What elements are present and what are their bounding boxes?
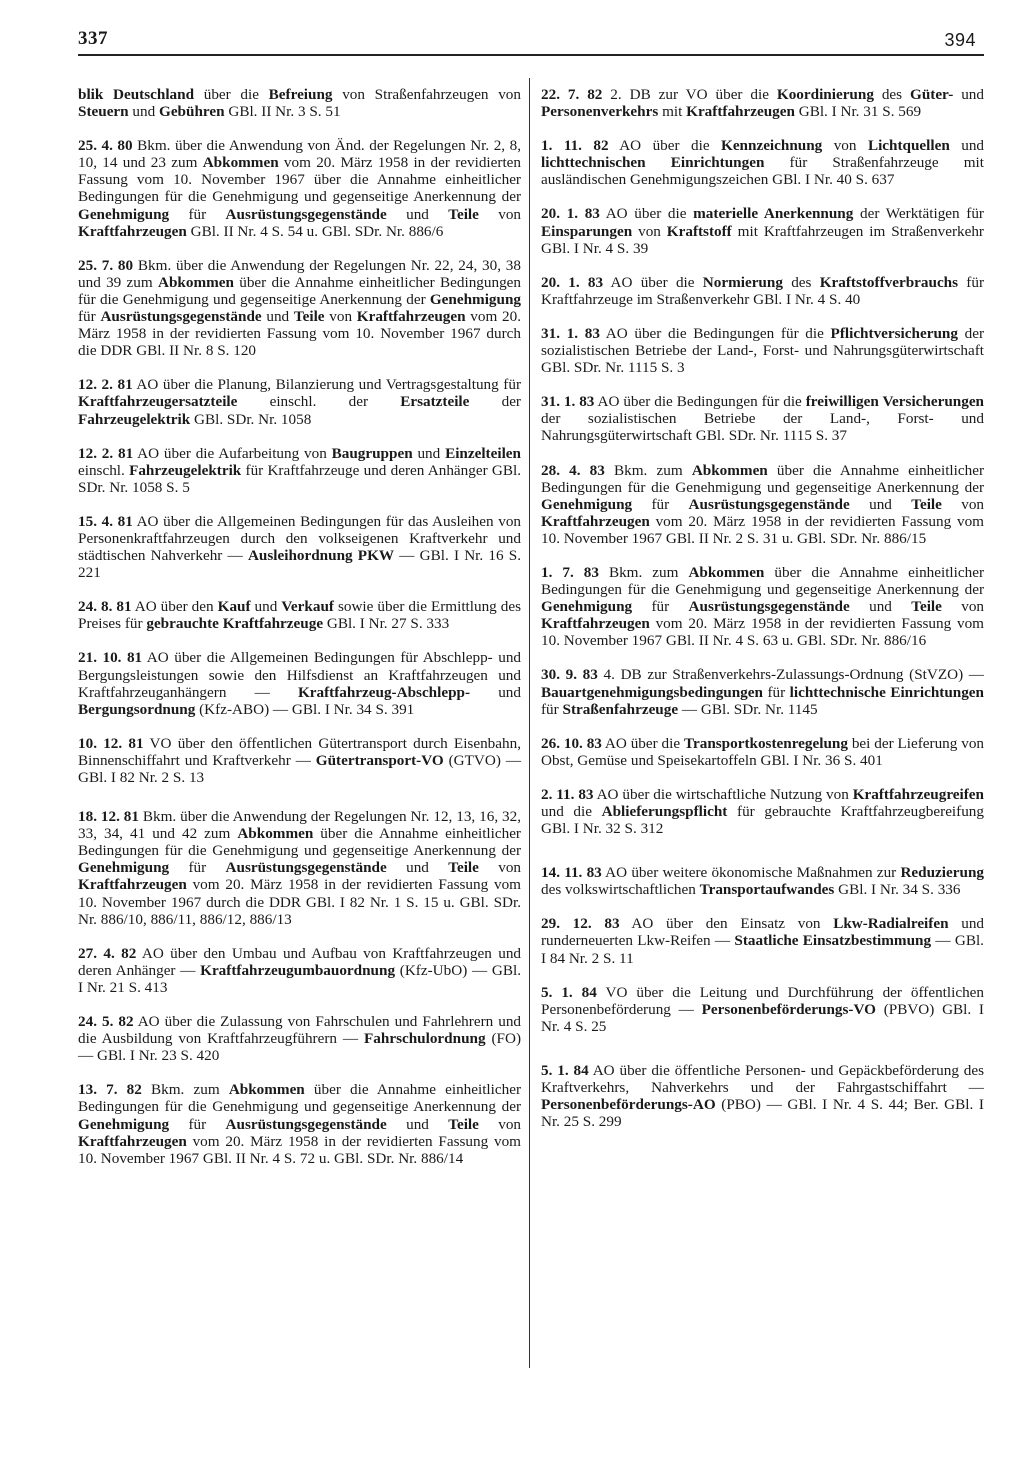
law-entry: 5. 1. 84 VO über die Leitung und Durchführung der öffentlichen Personenbeförderung — Personenbeförderungs-VO (PBVO) GBl. I Nr. 4 S. 25 <box>541 983 985 1035</box>
law-entry: 15. 4. 81 AO über die Allgemeinen Bedingungen für das Ausleihen von Personenkraftfahrzeugen durch den volkseigenen Kraftverkehr und städtischen Nahverkehr — Ausleihordnung PKW — GBl. I Nr. 16 S. 221 <box>78 512 522 582</box>
law-entry: 1. 11. 82 AO über die Kennzeichnung von Lichtquellen und lichttechnischen Einrichtungen für Straßenfahrzeuge mit ausländischen Genehmigungszeichen GBl. I Nr. 40 S. 637 <box>541 137 985 189</box>
law-entry: 31. 1. 83 AO über die Bedingungen für die freiwilligen Versicherungen der sozialistischen Betriebe der Land-, Forst- und Nahrungsgüterwirtschaft GBl. SDr. Nr. 1115 S. 37 <box>541 393 985 445</box>
left-column <box>78 86 521 1184</box>
law-entry: 13. 7. 82 Bkm. zum Abkommen über die Annahme einheitlicher Bedingungen für die Genehmigung und gegenseitige Anerkennung der Genehmigung für Ausrüstungsgegenstände und Teile von Kraftfahrzeugen vom 20. März 1958 in der revidierten Fassung vom 10. November 1967 GBl. II Nr. 4 S. 72 u. GBl. SDr. Nr. 886/14 <box>78 1081 522 1167</box>
law-entry: 2. 11. 83 AO über die wirtschaftliche Nutzung von Kraftfahrzeugreifen und die Ablieferungspflicht für gebrauchte Kraftfahrzeugbereifung GBl. I Nr. 32 S. 312 <box>541 785 984 838</box>
law-entry: 14. 11. 83 AO über weitere ökonomische Maßnahmen zur Reduzierung des volkswirtschaftlichen Transportaufwandes GBl. I Nr. 34 S. 336 <box>541 864 984 899</box>
law-entry: 22. 7. 82 2. DB zur VO über die Koordinierung des Güter- und Personenverkehrs mit Kraftfahrzeugen GBl. I Nr. 31 S. 569 <box>541 86 984 121</box>
law-entry: 18. 12. 81 Bkm. über die Anwendung der Regelungen Nr. 12, 13, 16, 32, 33, 34, 41 und 42 zum Abkommen über die Annahme einheitlicher Bedingungen für die Genehmigung und gegenseitige Anerkennung der Genehmigung für Ausrüstungsgegenstände und Teile von Kraftfahrzeugen vom 20. März 1958 in der revidierten Fassung vom 10. November 1967 durch die DDR GBl. I 82 Nr. 1 S. 15 u. GBl. SDr. Nr. 886/10, 886/11, 886/12, 886/13 <box>78 808 522 928</box>
column-divider <box>529 78 530 1368</box>
law-entry: blik Deutschland über die Befreiung von Straßenfahrzeugen von Steuern und Gebühren GBl. II Nr. 3 S. 51 <box>78 86 521 121</box>
page-number-left: 337 <box>78 28 108 49</box>
law-entry: 10. 12. 81 VO über den öffentlichen Gütertransport durch Eisenbahn, Binnenschiffahrt und Kraftverkehr — Gütertransport-VO (GTVO) — GBl. I 82 Nr. 2 S. 13 <box>78 734 522 786</box>
law-entry: 21. 10. 81 AO über die Allgemeinen Bedingungen für Abschlepp- und Bergungsleistungen sowie den Hilfsdienst an Kraftfahrzeugen und Kraftfahrzeuganhängern — Kraftfahrzeug-Abschlepp- und Bergungsordnung (Kfz-ABO) — GBl. I Nr. 34 S. 391 <box>78 649 522 718</box>
law-entry: 20. 1. 83 AO über die Normierung des Kraftstoffverbrauchs für Kraftfahrzeuge im Straßenverkehr GBl. I Nr. 4 S. 40 <box>541 273 985 308</box>
law-entry: 12. 2. 81 AO über die Planung, Bilanzierung und Vertragsgestaltung für Kraftfahrzeugersatzteile einschl. der Ersatzteile der Fahrzeugelektrik GBl. SDr. Nr. 1058 <box>78 376 522 428</box>
law-entry: 24. 5. 82 AO über die Zulassung von Fahrschulen und Fahrlehrern und die Ausbildung von Kraftfahrzeugführern — Fahrschulordnung (FO) — GBl. I Nr. 23 S. 420 <box>78 1013 522 1065</box>
law-entry: 31. 1. 83 AO über die Bedingungen für die Pflichtversicherung der sozialistischen Betriebe der Land-, Forst- und Nahrungsgüterwirtschaft GBl. SDr. Nr. 1115 S. 3 <box>541 324 985 377</box>
header-rule <box>78 54 984 56</box>
law-entry: 30. 9. 83 4. DB zur Straßenverkehrs-Zulassungs-Ordnung (StVZO) — Bauartgenehmigungsbedingungen für lichttechnische Einrichtungen für Straßenfahrzeuge — GBl. SDr. Nr. 1145 <box>541 666 984 718</box>
law-entry: 1. 7. 83 Bkm. zum Abkommen über die Annahme einheitlicher Bedingungen für die Genehmigung und gegenseitige Anerkennung der Genehmigung für Ausrüstungsgegenstände und Teile von Kraftfahrzeugen vom 20. März 1958 in der revidierten Fassung vom 10. November 1967 GBl. II Nr. 4 S. 63 u. GBl. SDr. Nr. 886/16 <box>541 563 985 650</box>
law-entry: 28. 4. 83 Bkm. zum Abkommen über die Annahme einheitlicher Bedingungen für die Genehmigung und gegenseitige Anerkennung der Genehmigung für Ausrüstungsgegenstände und Teile von Kraftfahrzeugen vom 20. März 1958 in der revidierten Fassung vom 10. November 1967 GBl. II Nr. 2 S. 31 u. GBl. SDr. Nr. 886/15 <box>541 461 985 547</box>
law-entry: 5. 1. 84 AO über die öffentliche Personen- und Gepäckbeförderung des Kraftverkehrs, Nahverkehrs und der Fahrgastschiffahrt — Personenbeförderungs-AO (PBO) — GBl. I Nr. 4 S. 44; Ber. GBl. I Nr. 25 S. 299 <box>541 1061 985 1131</box>
law-entry: 27. 4. 82 AO über den Umbau und Aufbau von Kraftfahrzeugen und deren Anhänger — Kraftfahrzeugumbauordnung (Kfz-UbO) — GBl. I Nr. 21 S. 413 <box>78 944 522 996</box>
law-entry: 25. 7. 80 Bkm. über die Anwendung der Regelungen Nr. 22, 24, 30, 38 und 39 zum Abkommen über die Annahme einheitlicher Bedingungen für die Genehmigung und gegenseitige Anerkennung der Genehmigung für Ausrüstungsgegenstände und Teile von Kraftfahrzeugen vom 20. März 1958 in der revidierten Fassung vom 10. November 1967 durch die DDR GBl. II Nr. 8 S. 120 <box>78 256 522 360</box>
law-entry: 20. 1. 83 AO über die materielle Anerkennung der Werktätigen für Einsparungen von Kraftstoff mit Kraftfahrzeugen im Straßenverkehr GBl. I Nr. 4 S. 39 <box>541 205 984 257</box>
law-entry: 12. 2. 81 AO über die Aufarbeitung von Baugruppen und Einzelteilen einschl. Fahrzeugelektrik für Kraftfahrzeuge und deren Anhänger GBl. SDr. Nr. 1058 S. 5 <box>78 444 521 496</box>
law-entry: 25. 4. 80 Bkm. über die Anwendung von Änd. der Regelungen Nr. 2, 8, 10, 14 und 23 zum Abkommen vom 20. März 1958 in der revidierten Fassung vom 10. November 1967 über die Annahme einheitlicher Bedingungen für die Genehmigung und gegenseitige Anerkennung der Genehmigung für Ausrüstungsgegenstände und Teile von Kraftfahrzeugen GBl. II Nr. 4 S. 54 u. GBl. SDr. Nr. 886/6 <box>78 137 522 240</box>
page-number-right: 394 <box>944 30 976 50</box>
law-entry: 29. 12. 83 AO über den Einsatz von Lkw-Radialreifen und runderneuerten Lkw-Reifen — Staatliche Einsatzbestimmung — GBl. I 84 Nr. 2 S. 11 <box>541 915 985 967</box>
law-entry: 24. 8. 81 AO über den Kauf und Verkauf sowie über die Ermittlung des Preises für gebrauchte Kraftfahrzeuge GBl. I Nr. 27 S. 333 <box>78 598 522 633</box>
law-entry: 26. 10. 83 AO über die Transportkostenregelung bei der Lieferung von Obst, Gemüse und Speisekartoffeln GBl. I Nr. 36 S. 401 <box>541 734 985 769</box>
right-column <box>541 86 984 1147</box>
